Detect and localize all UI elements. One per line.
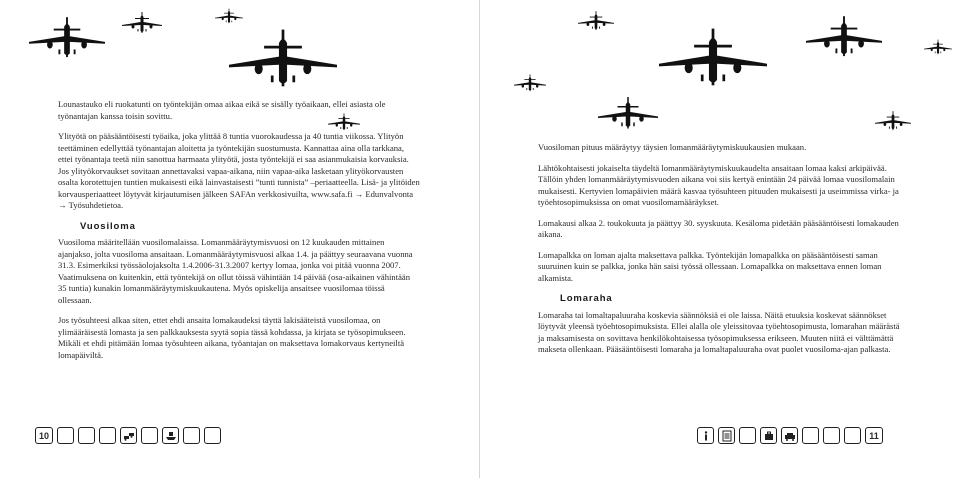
paragraph: Vuosiloman pituus määräytyy täysien lomanmääräytymiskuukausien mukaan. — [538, 142, 807, 152]
plane-1 — [29, 17, 105, 57]
ship-icon — [162, 427, 179, 444]
plane-10 — [514, 74, 546, 91]
blank-icon-box — [78, 427, 95, 444]
document-icon — [718, 427, 735, 444]
info-icon — [697, 427, 714, 444]
cars-icon — [120, 427, 137, 444]
paragraph: Lomaraha tai lomaltapaluuraha koskevia säännöksiä ei ole laissa. Näitä etuuksia koskevat säännökset löytyvät yleensä työehtosopimuksista. Ellei alalla ole yleissitovaa työehtosopimusta, lomarahan määrästä ja maksamisesta on sovittava henkilökohtaisessa työsopimuksessa erikseen. Muuten niitä ei välttämättä makseta ollenkaan. Pääsääntöisesti lomaraha ja lomaltapaluuraha ovat puolet vuosiloma-ajan palkasta. — [538, 309, 900, 354]
paragraph: Jos työsuhteesi alkaa siten, ettet ehdi ansaita lomakaudeksi täyttä lakisääteistä vuosilomaa, on ylimääräisestä lomasta ja sen palkkauksesta syytä sopia tässä kohdassa, ja kirjata se työsopimukseen. Mikäli et ehdi pitämään lomaa työsuhteen aikana, työantajan on maksettava lomakorvaus kertyneiltä lomapäiviltä. — [58, 315, 406, 360]
page-number: 11 — [865, 427, 883, 444]
blank-icon-box — [739, 427, 756, 444]
plane-12 — [875, 111, 911, 130]
blank-icon-box — [57, 427, 74, 444]
luggage-icon — [760, 427, 777, 444]
section-heading: Vuosiloma — [80, 220, 136, 232]
plane-4 — [229, 30, 337, 87]
blank-icon-box — [183, 427, 200, 444]
blank-icon-box — [802, 427, 819, 444]
plane-3 — [215, 9, 243, 24]
paragraph: Lomakausi alkaa 2. toukokuuta ja päättyy 30. syyskuuta. Kesäloma pidetään pääsääntöisesti lomakauden aikana. — [538, 217, 899, 239]
right-footer-icons — [697, 427, 883, 445]
plane-7 — [659, 29, 767, 86]
plane-2 — [122, 12, 162, 33]
left-page-text — [58, 99, 420, 370]
page-number: 10 — [35, 427, 53, 444]
paragraph: Lähtökohtaisesti jokaiselta täydeltä lomanmääräytymiskuukaudelta ansaitaan lomaa kaksi arkipäivää. Tällöin yhden lomanmääräytymisvuoden aikana voi siis kertyä enintään 24 päivää lomaa vuosilomalain mukaisesti. Kertyvien lomapäivien määrä kasvaa työsuhteen pituuden mukaisesti ja useimmissa virka- ja työehtosopimuksissa on omat vuosilomamääräykset. — [538, 162, 899, 207]
right-page-text — [538, 142, 902, 365]
paragraph: Ylityötä on pääsääntöisesti työaika, joka ylittää 8 tuntia vuorokaudessa ja 40 tuntia viikossa. Ylityön teettäminen edellyttää työnantajan aloitetta ja työntekijän suostumusta. Kannattaa aina olla tarkkana, ettei työnantaja teetä niin sanottua harmaata ylityötä, josta työntekijä ei saa asianmukaisia korvauksia. Jos ylityökorvaukset sovitaan annettavaksi vapaa-aikana, niin vapaa-aika lasketaan ylityökorvausten osalta korotettujen tuntien mukaisesti eikä lainvastaisesti ”tunti tunnista” –periaatteella. Lisä- ja ylitöiden korvausperiaatteet löytyvät kirjautumisen jälkeen SAFAn verkkosivuilta, www.safa.fi → Edunvalvonta → Työsuhdetietoa. — [58, 131, 420, 210]
section-heading: Lomaraha — [560, 293, 613, 304]
blank-icon-box — [141, 427, 158, 444]
blank-icon-box — [823, 427, 840, 444]
taxi-icon — [781, 427, 798, 444]
plane-11 — [598, 97, 658, 129]
blank-icon-box — [204, 427, 221, 444]
plane-9 — [924, 40, 952, 55]
plane-6 — [578, 11, 614, 30]
paragraph: Lounastauko eli ruokatunti on työntekijän omaa aikaa eikä se sisälly työaikaan, ellei asiasta ole työnantajan kanssa toisin sovittu. — [58, 99, 386, 121]
left-footer-icons — [35, 427, 221, 445]
blank-icon-box — [844, 427, 861, 444]
paragraph: Lomapalkka on loman ajalta maksettava palkka. Työntekijän lomapalkka on pääsääntöisesti saman suuruinen kuin se palkka, jonka hän saisi työssä ollessaan. Lomapalkka on maksettava ennen loman alkamista. — [538, 249, 882, 283]
paragraph: Vuosiloma määritellään vuosilomalaissa. Lomanmääräytymisvuosi on 12 kuukauden mittainen ajanjakso, jolta vuosiloma ansaitaan. Lomanmääräytymisvuosi alkaa 1.4. ja päättyy seuraavana vuonna 31.3. Esimerkiksi työssäolojaksolta 1.4.2006-31.3.2007 kertyy lomaa, jonka voi pitää vuonna 2007. Vaatimuksena on kuitenkin, että työntekijä on ollut töissä vähintään 14 päivää (osa-aikainen vähintään 35 tuntia) kunakin lomanmääräytymiskuukautena. Myös opiskelija ansaitsee vuosilomaa töissä ollessaan. — [58, 237, 413, 305]
plane-8 — [806, 16, 882, 56]
blank-icon-box — [99, 427, 116, 444]
